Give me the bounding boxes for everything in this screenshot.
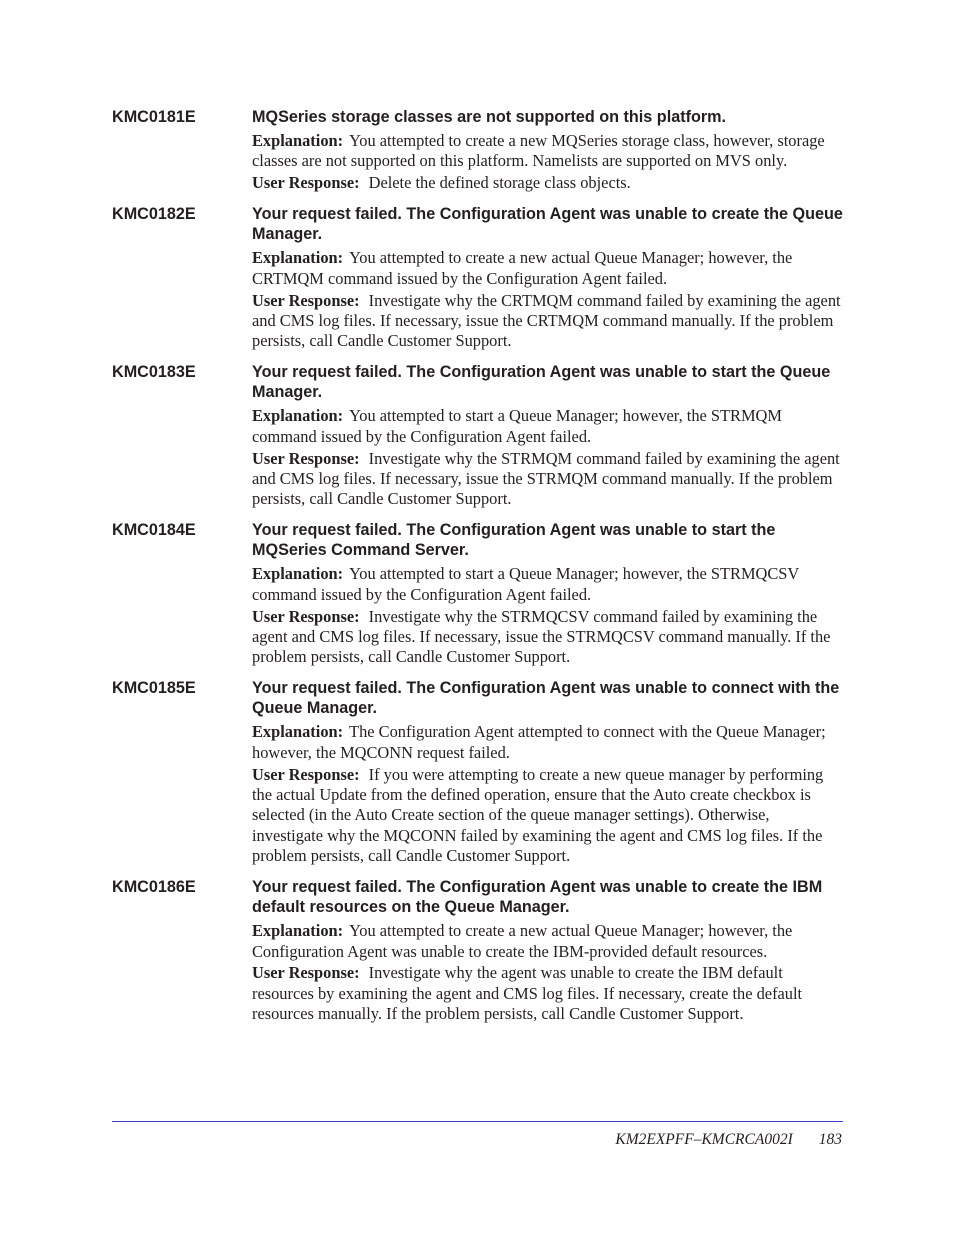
user-response-label: User Response: <box>252 173 360 193</box>
message-entry <box>112 678 844 868</box>
explanation-paragraph <box>252 248 844 289</box>
message-title: Your request failed. The Configuration Agent was unable to create the IBM default resources on the Queue Manager. <box>252 878 823 917</box>
message-title: Your request failed. The Configuration Agent was unable to connect with the Queue Manager. <box>252 679 840 718</box>
explanation-label: Explanation: <box>252 722 344 742</box>
explanation-paragraph <box>252 722 844 763</box>
user-response-text: Investigate why the agent was unable to create the IBM default resources by examining the agent and CMS log files. If necessary, create the default resources manually. If the problem persists, call Candle Customer Support. <box>252 963 803 1024</box>
explanation-paragraph <box>252 564 844 605</box>
message-title: Your request failed. The Configuration Agent was unable to start the Queue Manager. <box>252 363 831 402</box>
message-id: KMC0183E <box>112 363 196 382</box>
user-response-text: Delete the defined storage class objects. <box>368 173 631 193</box>
user-response-text: Investigate why the CRTMQM command failed by examining the agent and CMS log files. If necessary, issue the CRTMQM command manually. If the problem persists, call Candle Customer Support. <box>252 290 841 351</box>
message-id: KMC0182E <box>112 205 196 224</box>
message-entry <box>112 520 844 669</box>
explanation-text: You attempted to start a Queue Manager; however, the STRMQCSV command issued by the Configuration Agent failed. <box>252 564 799 604</box>
footer-doc-id: KM2EXPFF–KMCRCA002I <box>615 1131 793 1148</box>
explanation-paragraph <box>252 921 844 962</box>
explanation-label: Explanation: <box>252 921 344 941</box>
user-response-label: User Response: <box>252 764 360 784</box>
explanation-paragraph <box>252 131 844 172</box>
explanation-text: The Configuration Agent attempted to connect with the Queue Manager; however, the MQCONN request failed. <box>252 722 826 762</box>
user-response-label: User Response: <box>252 963 360 983</box>
explanation-text: You attempted to create a new actual Queue Manager; however, the Configuration Agent was unable to create the IBM-provided default resources. <box>252 921 793 961</box>
message-body <box>252 520 844 669</box>
explanation-label: Explanation: <box>252 248 344 268</box>
user-response-label: User Response: <box>252 606 360 626</box>
message-entry <box>112 204 844 353</box>
user-response-paragraph <box>252 449 844 510</box>
user-response-paragraph <box>252 765 844 867</box>
user-response-paragraph <box>252 291 844 352</box>
user-response-paragraph <box>252 607 844 668</box>
user-response-label: User Response: <box>252 448 360 468</box>
page-number: 183 <box>818 1131 842 1148</box>
message-id: KMC0185E <box>112 679 196 698</box>
message-body <box>252 107 844 195</box>
user-response-paragraph <box>252 173 844 193</box>
explanation-label: Explanation: <box>252 406 344 426</box>
explanation-text: You attempted to create a new actual Queue Manager; however, the CRTMQM command issued by the Configuration Agent failed. <box>252 248 793 288</box>
explanation-label: Explanation: <box>252 564 344 584</box>
user-response-paragraph <box>252 963 844 1024</box>
footer-divider <box>112 1121 843 1122</box>
message-body <box>252 877 844 1026</box>
message-body <box>252 204 844 353</box>
message-id: KMC0181E <box>112 108 196 126</box>
user-response-text: Investigate why the STRMQCSV command failed by examining the agent and CMS log files. If necessary, issue the STRMQCSV command manually. If the problem persists, call Candle Customer Support. <box>252 606 831 667</box>
explanation-text: You attempted to create a new MQSeries storage class, however, storage classes are not supported on this platform. Namelists are supported on MVS only. <box>252 131 825 171</box>
message-entry <box>112 362 844 511</box>
message-title: MQSeries storage classes are not supported on this platform. <box>252 108 727 126</box>
message-id: KMC0186E <box>112 878 196 897</box>
user-response-text: If you were attempting to create a new queue manager by performing the actual Update from the defined operation, ensure that the Auto create checkbox is selected (in the Auto Create section of the queue manager settings). Otherwise, investigate why the MQCONN failed by examining the agent and CMS log files. If the problem persists, call Candle Customer Support. <box>252 764 824 866</box>
explanation-paragraph <box>252 406 844 447</box>
message-title: Your request failed. The Configuration Agent was unable to create the Queue Manager. <box>252 205 843 244</box>
explanation-label: Explanation: <box>252 131 344 150</box>
user-response-label: User Response: <box>252 290 360 310</box>
message-entry <box>112 877 844 1026</box>
message-id: KMC0184E <box>112 521 196 540</box>
user-response-text: Investigate why the STRMQM command failed by examining the agent and CMS log files. If necessary, issue the STRMQM command manually. If the problem persists, call Candle Customer Support. <box>252 448 840 509</box>
message-body <box>252 678 844 868</box>
message-body <box>252 362 844 511</box>
message-list <box>112 107 844 1035</box>
message-entry <box>112 107 844 195</box>
explanation-text: You attempted to start a Queue Manager; however, the STRMQM command issued by the Configuration Agent failed. <box>252 406 782 446</box>
message-title: Your request failed. The Configuration Agent was unable to start the MQSeries Command Server. <box>252 521 776 560</box>
page-footer <box>615 1130 842 1150</box>
